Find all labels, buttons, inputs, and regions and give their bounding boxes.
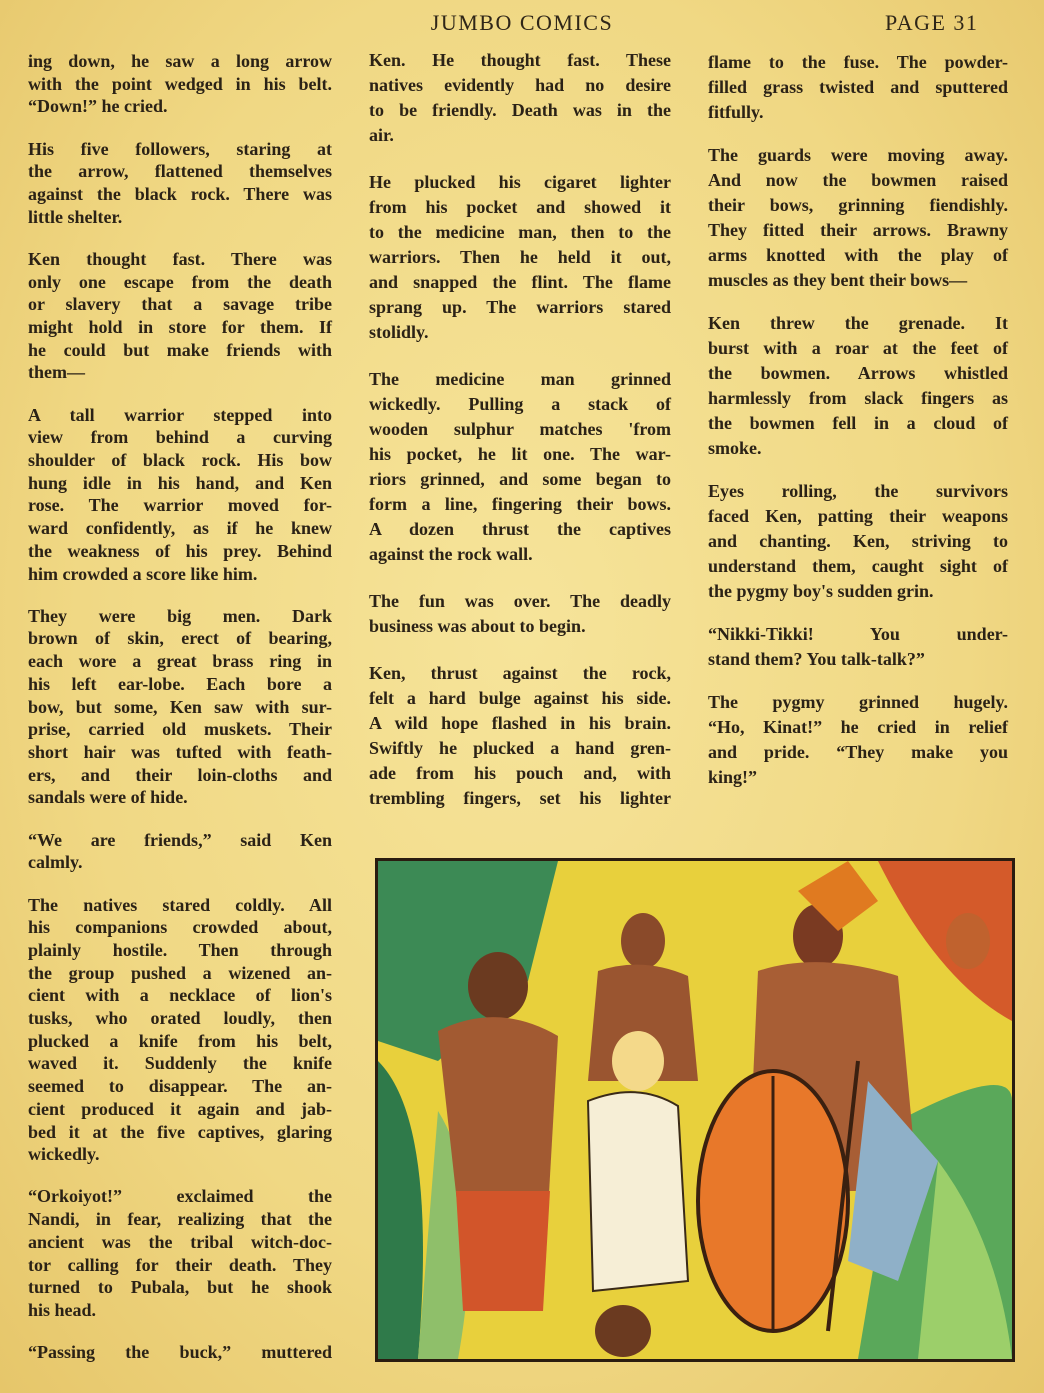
text-line: burst with a roar at the feet of bbox=[708, 338, 1008, 358]
text-line: riors grinned, and some began to bbox=[369, 469, 671, 489]
paragraph bbox=[28, 1185, 332, 1321]
text-line: fitfully. bbox=[708, 102, 764, 122]
text-line: from his pocket and showed it bbox=[369, 197, 671, 217]
paragraph bbox=[708, 690, 1008, 790]
text-line: against the rock wall. bbox=[369, 544, 533, 564]
paragraph bbox=[708, 50, 1008, 125]
text-line: their bows, grinning fiendishly. bbox=[708, 195, 1008, 215]
text-line: the pygmy boy's sudden grin. bbox=[708, 581, 934, 601]
text-column-1 bbox=[28, 50, 332, 1383]
text-line: Ken thought fast. There was bbox=[28, 248, 332, 269]
text-line: cient produced it again and jab- bbox=[28, 1098, 332, 1119]
text-line: or slavery that a savage tribe bbox=[28, 294, 332, 315]
text-line: “Nikki-Tikki! You under- bbox=[708, 624, 1008, 644]
paragraph bbox=[369, 589, 671, 639]
text-line: Eyes rolling, the survivors bbox=[708, 481, 1008, 501]
text-line: short hair was tufted with feath- bbox=[28, 741, 332, 762]
paragraph bbox=[28, 1341, 332, 1364]
text-line: A dozen thrust the captives bbox=[369, 519, 671, 539]
text-line: A wild hope flashed in his brain. bbox=[369, 713, 671, 733]
paragraph bbox=[28, 829, 332, 874]
text-line: hung idle in his hand, and Ken bbox=[28, 472, 332, 493]
text-line: wooden sulphur matches 'from bbox=[369, 419, 671, 439]
paragraph bbox=[28, 894, 332, 1166]
text-line: “Passing the buck,” muttered bbox=[28, 1342, 332, 1363]
text-line: ers, and their loin-cloths and bbox=[28, 764, 332, 785]
text-line: natives evidently had no desire bbox=[369, 75, 671, 95]
text-line: bow, but some, Ken saw with sur- bbox=[28, 696, 332, 717]
text-line: form a line, fingering their bows. bbox=[369, 494, 671, 514]
text-line: faced Ken, patting their weapons bbox=[708, 506, 1008, 526]
magazine-title: JUMBO COMICS bbox=[430, 10, 614, 35]
text-line: ade from his pouch and, with bbox=[369, 763, 671, 783]
text-column-2 bbox=[369, 48, 671, 833]
text-line: “Down!” he cried. bbox=[28, 96, 168, 117]
text-line: harmlessly from slack fingers as bbox=[708, 388, 1008, 408]
text-line: He plucked his cigaret lighter bbox=[369, 172, 671, 192]
text-line: only one escape from the death bbox=[28, 271, 332, 292]
text-line: The pygmy grinned hugely. bbox=[708, 692, 1008, 712]
text-line: and chanting. Ken, striving to bbox=[708, 531, 1008, 551]
text-line: tor calling for their death. They bbox=[28, 1254, 332, 1275]
text-line: business was about to begin. bbox=[369, 616, 586, 636]
text-line: Ken. He thought fast. These bbox=[369, 50, 671, 70]
text-line: ward confidently, as if he knew bbox=[28, 518, 332, 539]
text-line: Swiftly he plucked a hand gren- bbox=[369, 738, 671, 758]
text-line: arms knotted with the play of bbox=[708, 245, 1008, 265]
text-line: understand them, caught sight of bbox=[708, 556, 1008, 576]
text-line: A tall warrior stepped into bbox=[28, 404, 332, 425]
text-line: him crowded a score like him. bbox=[28, 563, 258, 584]
text-line: little shelter. bbox=[28, 206, 123, 227]
text-line: wickedly. bbox=[28, 1144, 100, 1165]
paragraph bbox=[28, 138, 332, 229]
text-line: sandals were of hide. bbox=[28, 787, 188, 808]
text-line: stolidly. bbox=[369, 322, 429, 342]
text-line: stand them? You talk-talk?” bbox=[708, 649, 925, 669]
paragraph bbox=[28, 605, 332, 809]
text-line: ing down, he saw a long arrow bbox=[28, 51, 332, 71]
paragraph bbox=[708, 143, 1008, 293]
text-line: They were big men. Dark bbox=[28, 605, 332, 626]
text-line: The medicine man grinned bbox=[369, 369, 671, 389]
text-line: plainly hostile. Then through bbox=[28, 939, 332, 960]
text-line: rose. The warrior moved for- bbox=[28, 495, 332, 516]
text-line: wickedly. Pulling a stack of bbox=[369, 394, 671, 414]
text-line: “Orkoiyot!” exclaimed the bbox=[28, 1186, 332, 1207]
text-line: his companions crowded about, bbox=[28, 917, 332, 938]
text-line: and pride. “They make you bbox=[708, 742, 1008, 762]
illustration-panel bbox=[375, 858, 1015, 1362]
text-line: Nandi, in fear, realizing that the bbox=[28, 1209, 332, 1230]
text-line: bed it at the five captives, glaring bbox=[28, 1121, 332, 1142]
text-line: view from behind a curving bbox=[28, 427, 332, 448]
text-line: with the point wedged in his belt. bbox=[28, 73, 332, 94]
paragraph bbox=[28, 50, 332, 118]
paragraph bbox=[369, 48, 671, 148]
text-line: brown of skin, erect of bearing, bbox=[28, 628, 332, 649]
text-line: his pocket, he lit one. The war- bbox=[369, 444, 671, 464]
text-line: warriors. Then he held it out, bbox=[369, 247, 671, 267]
text-line: the arrow, flattened themselves bbox=[28, 161, 332, 182]
paragraph bbox=[708, 622, 1008, 672]
text-line: to the medicine man, then to the bbox=[369, 222, 671, 242]
text-line: he could but make friends with bbox=[28, 339, 332, 360]
text-line: shoulder of black rock. His bow bbox=[28, 450, 332, 471]
text-line: “Ho, Kinat!” he cried in relief bbox=[708, 717, 1008, 737]
text-line: the weakness of his prey. Behind bbox=[28, 540, 332, 561]
text-line: smoke. bbox=[708, 438, 762, 458]
text-line: “We are friends,” said Ken bbox=[28, 829, 332, 850]
text-line: His five followers, staring at bbox=[28, 138, 332, 159]
text-line: calmly. bbox=[28, 852, 83, 873]
paragraph bbox=[369, 661, 671, 811]
text-line: seemed to disappear. The an- bbox=[28, 1076, 332, 1097]
text-line: turned to Pubala, but he shook bbox=[28, 1277, 332, 1298]
text-line: filled grass twisted and sputtered bbox=[708, 77, 1008, 97]
text-line: The fun was over. The deadly bbox=[369, 591, 671, 611]
text-line: the group pushed a wizened an- bbox=[28, 962, 332, 983]
text-line: tusks, who orated loudly, then bbox=[28, 1008, 332, 1029]
text-line: them— bbox=[28, 362, 85, 383]
paragraph bbox=[708, 479, 1008, 604]
text-line: cient with a necklace of lion's bbox=[28, 985, 332, 1006]
text-line: air. bbox=[369, 125, 394, 145]
text-column-3 bbox=[708, 50, 1008, 808]
text-line: king!” bbox=[708, 767, 758, 787]
text-line: to be friendly. Death was in the bbox=[369, 100, 671, 120]
text-line: waved it. Suddenly the knife bbox=[28, 1053, 332, 1074]
text-line: against the black rock. There was bbox=[28, 184, 332, 205]
text-line: prise, carried old muskets. Their bbox=[28, 719, 332, 740]
text-line: ancient was the tribal witch-doc- bbox=[28, 1231, 332, 1252]
text-line: his head. bbox=[28, 1299, 97, 1320]
text-line: felt a hard bulge against his side. bbox=[369, 688, 671, 708]
paragraph bbox=[28, 404, 332, 586]
text-line: the bowmen fell in a cloud of bbox=[708, 413, 1008, 433]
text-line: plucked a knife from his belt, bbox=[28, 1030, 332, 1051]
text-line: trembling fingers, set his lighter bbox=[369, 788, 671, 808]
text-line: his left ear-lobe. Each bore a bbox=[28, 673, 332, 694]
text-line: Ken threw the grenade. It bbox=[708, 313, 1008, 333]
paragraph bbox=[369, 367, 671, 567]
paragraph bbox=[369, 170, 671, 345]
text-line: sprang up. The warriors stared bbox=[369, 297, 671, 317]
text-line: might hold in store for them. If bbox=[28, 317, 332, 338]
text-line: flame to the fuse. The powder- bbox=[708, 52, 1008, 72]
page-number: PAGE 31 bbox=[885, 10, 979, 35]
text-line: The natives stared coldly. All bbox=[28, 894, 332, 915]
text-line: Ken, thrust against the rock, bbox=[369, 663, 671, 683]
text-line: The guards were moving away. bbox=[708, 145, 1008, 165]
jungle-warriors-illustration bbox=[378, 861, 1012, 1359]
text-line: They fitted their arrows. Brawny bbox=[708, 220, 1008, 240]
text-line: muscles as they bent their bows— bbox=[708, 270, 968, 290]
paragraph bbox=[28, 248, 332, 384]
text-line: each wore a great brass ring in bbox=[28, 651, 332, 672]
text-line: and snapped the flint. The flame bbox=[369, 272, 671, 292]
text-line: And now the bowmen raised bbox=[708, 170, 1008, 190]
text-line: the bowmen. Arrows whistled bbox=[708, 363, 1008, 383]
paragraph bbox=[708, 311, 1008, 461]
